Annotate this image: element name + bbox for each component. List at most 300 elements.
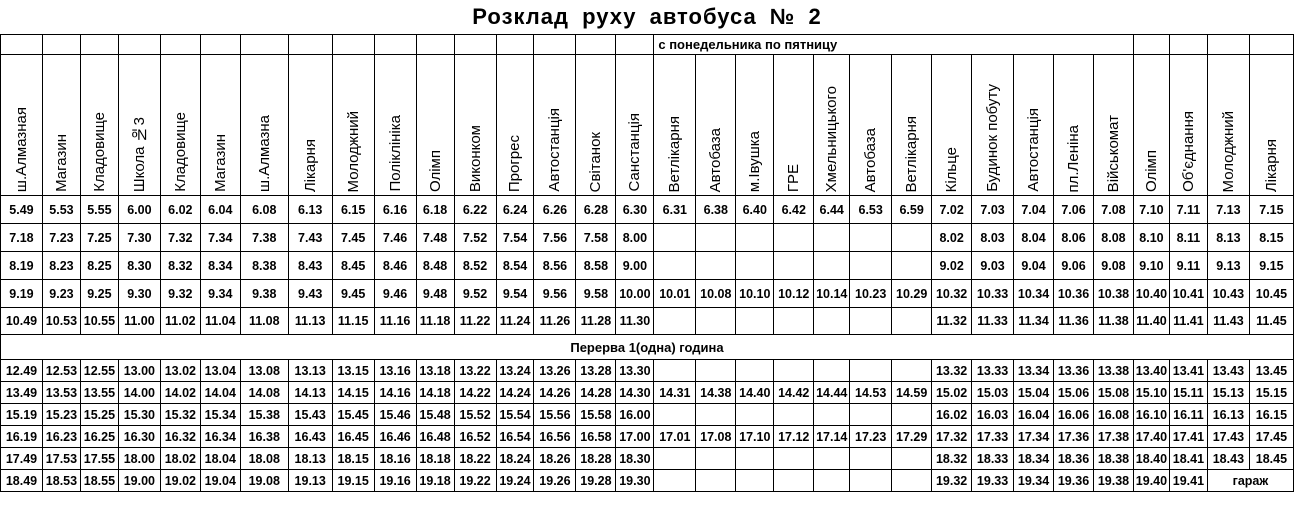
time-cell: 6.28 bbox=[576, 196, 616, 224]
time-cell: 19.22 bbox=[454, 470, 496, 492]
blank-cell bbox=[1, 35, 43, 55]
time-cell: 17.12 bbox=[774, 426, 814, 448]
trip-row bbox=[1, 426, 1294, 448]
stop-name: ш.Алмазная bbox=[12, 106, 30, 192]
time-cell: 18.53 bbox=[42, 470, 80, 492]
empty-cell bbox=[850, 404, 892, 426]
time-cell: 7.45 bbox=[332, 224, 374, 252]
time-cell: 11.32 bbox=[932, 308, 972, 335]
empty-cell bbox=[774, 404, 814, 426]
stop-header-cell bbox=[576, 55, 616, 196]
stop-name: пл.Леніна bbox=[1065, 124, 1082, 192]
time-cell: 18.00 bbox=[118, 448, 160, 470]
time-cell: 6.40 bbox=[736, 196, 774, 224]
time-cell: 17.33 bbox=[972, 426, 1014, 448]
time-cell: 7.13 bbox=[1207, 196, 1249, 224]
time-cell: 13.26 bbox=[534, 360, 576, 382]
stop-header-cell bbox=[616, 55, 654, 196]
time-cell: 11.04 bbox=[200, 308, 240, 335]
time-cell: 11.24 bbox=[496, 308, 534, 335]
time-cell: 13.34 bbox=[1014, 360, 1054, 382]
time-cell: 17.43 bbox=[1207, 426, 1249, 448]
time-cell: 15.43 bbox=[288, 404, 332, 426]
stop-name: Школа №3 bbox=[130, 116, 148, 192]
time-cell: 6.38 bbox=[696, 196, 736, 224]
time-cell: 17.55 bbox=[80, 448, 118, 470]
time-cell: 14.16 bbox=[374, 382, 416, 404]
time-cell: 14.28 bbox=[576, 382, 616, 404]
stop-name: Молоджний bbox=[344, 110, 362, 192]
blank-cell bbox=[1169, 35, 1207, 55]
time-cell: 7.52 bbox=[454, 224, 496, 252]
time-cell: 9.11 bbox=[1169, 252, 1207, 280]
time-cell: 19.13 bbox=[288, 470, 332, 492]
empty-cell bbox=[654, 308, 696, 335]
time-cell: 6.15 bbox=[332, 196, 374, 224]
empty-cell bbox=[736, 448, 774, 470]
time-cell: 15.10 bbox=[1133, 382, 1169, 404]
time-cell: 14.13 bbox=[288, 382, 332, 404]
time-cell: 10.43 bbox=[1207, 280, 1249, 308]
time-cell: 15.15 bbox=[1249, 382, 1293, 404]
time-cell: 8.00 bbox=[616, 224, 654, 252]
time-cell: 16.54 bbox=[496, 426, 534, 448]
stop-name: Хмельницького bbox=[823, 85, 841, 192]
stop-name: Кладовище bbox=[171, 112, 189, 192]
time-cell: 16.03 bbox=[972, 404, 1014, 426]
empty-cell bbox=[696, 308, 736, 335]
time-cell: 19.40 bbox=[1133, 470, 1169, 492]
time-cell: 15.11 bbox=[1169, 382, 1207, 404]
time-cell: 9.52 bbox=[454, 280, 496, 308]
time-cell: 15.45 bbox=[332, 404, 374, 426]
time-cell: 11.22 bbox=[454, 308, 496, 335]
time-cell: 8.15 bbox=[1249, 224, 1293, 252]
time-cell: 19.33 bbox=[972, 470, 1014, 492]
empty-cell bbox=[736, 360, 774, 382]
time-cell: 15.19 bbox=[1, 404, 43, 426]
empty-cell bbox=[814, 404, 850, 426]
empty-cell bbox=[696, 360, 736, 382]
stop-header-cell bbox=[736, 55, 774, 196]
time-cell: 16.46 bbox=[374, 426, 416, 448]
time-cell: 14.24 bbox=[496, 382, 534, 404]
time-cell: 9.32 bbox=[160, 280, 200, 308]
time-cell: 15.46 bbox=[374, 404, 416, 426]
stop-name: Молоджний bbox=[1219, 110, 1237, 192]
time-cell: 7.43 bbox=[288, 224, 332, 252]
stop-name: Магазин bbox=[52, 134, 70, 192]
time-cell: 11.33 bbox=[972, 308, 1014, 335]
time-cell: 7.06 bbox=[1054, 196, 1094, 224]
time-cell: 15.54 bbox=[496, 404, 534, 426]
time-cell: 13.08 bbox=[240, 360, 288, 382]
trip-row bbox=[1, 224, 1294, 252]
time-cell: 15.23 bbox=[42, 404, 80, 426]
time-cell: 8.45 bbox=[332, 252, 374, 280]
stop-header-cell bbox=[288, 55, 332, 196]
blank-cell bbox=[374, 35, 416, 55]
blank-cell bbox=[416, 35, 454, 55]
time-cell: 8.25 bbox=[80, 252, 118, 280]
time-cell: 9.04 bbox=[1014, 252, 1054, 280]
time-cell: 8.34 bbox=[200, 252, 240, 280]
time-cell: 11.16 bbox=[374, 308, 416, 335]
time-cell: 17.45 bbox=[1249, 426, 1293, 448]
time-cell: 8.19 bbox=[1, 252, 43, 280]
time-cell: 8.58 bbox=[576, 252, 616, 280]
blank-cell bbox=[80, 35, 118, 55]
time-cell: 17.00 bbox=[616, 426, 654, 448]
blank-cell bbox=[534, 35, 576, 55]
time-cell: 11.15 bbox=[332, 308, 374, 335]
empty-cell bbox=[892, 360, 932, 382]
time-cell: 18.33 bbox=[972, 448, 1014, 470]
stop-header-cell bbox=[374, 55, 416, 196]
time-cell: 6.08 bbox=[240, 196, 288, 224]
stop-header-cell bbox=[850, 55, 892, 196]
empty-cell bbox=[892, 404, 932, 426]
time-cell: 11.30 bbox=[616, 308, 654, 335]
time-cell: 18.13 bbox=[288, 448, 332, 470]
empty-cell bbox=[736, 308, 774, 335]
time-cell: 19.28 bbox=[576, 470, 616, 492]
trip-row bbox=[1, 252, 1294, 280]
days-row bbox=[1, 35, 1294, 55]
blank-cell bbox=[200, 35, 240, 55]
blank-cell bbox=[288, 35, 332, 55]
time-cell: 17.36 bbox=[1054, 426, 1094, 448]
time-cell: 7.11 bbox=[1169, 196, 1207, 224]
time-cell: 14.18 bbox=[416, 382, 454, 404]
time-cell: 9.54 bbox=[496, 280, 534, 308]
stop-header-cell bbox=[774, 55, 814, 196]
time-cell: 8.48 bbox=[416, 252, 454, 280]
time-cell: 16.38 bbox=[240, 426, 288, 448]
time-cell: 16.11 bbox=[1169, 404, 1207, 426]
time-cell: 18.28 bbox=[576, 448, 616, 470]
time-cell: 13.53 bbox=[42, 382, 80, 404]
time-cell: 16.48 bbox=[416, 426, 454, 448]
time-cell: 18.26 bbox=[534, 448, 576, 470]
trip-row bbox=[1, 448, 1294, 470]
time-cell: 15.58 bbox=[576, 404, 616, 426]
time-cell: 6.59 bbox=[892, 196, 932, 224]
blank-cell bbox=[1207, 35, 1249, 55]
time-cell: 6.16 bbox=[374, 196, 416, 224]
time-cell: 18.04 bbox=[200, 448, 240, 470]
time-cell: 14.15 bbox=[332, 382, 374, 404]
blank-cell bbox=[160, 35, 200, 55]
time-cell: 13.18 bbox=[416, 360, 454, 382]
blank-cell bbox=[576, 35, 616, 55]
empty-cell bbox=[654, 470, 696, 492]
time-cell: 19.16 bbox=[374, 470, 416, 492]
time-cell: 10.23 bbox=[850, 280, 892, 308]
time-cell: 13.28 bbox=[576, 360, 616, 382]
time-cell: 8.13 bbox=[1207, 224, 1249, 252]
empty-cell bbox=[696, 470, 736, 492]
schedule-table bbox=[0, 34, 1294, 492]
time-cell: 8.04 bbox=[1014, 224, 1054, 252]
time-cell: 9.19 bbox=[1, 280, 43, 308]
time-cell: 7.34 bbox=[200, 224, 240, 252]
time-cell: 7.46 bbox=[374, 224, 416, 252]
time-cell: 16.34 bbox=[200, 426, 240, 448]
stop-name: ГРЕ bbox=[785, 163, 803, 192]
time-cell: 18.40 bbox=[1133, 448, 1169, 470]
time-cell: 16.43 bbox=[288, 426, 332, 448]
time-cell: 13.55 bbox=[80, 382, 118, 404]
stop-name: Об'єднання bbox=[1179, 111, 1197, 192]
time-cell: 10.36 bbox=[1054, 280, 1094, 308]
time-cell: 15.38 bbox=[240, 404, 288, 426]
stop-name: Лікарня bbox=[301, 138, 319, 192]
time-cell: 17.08 bbox=[696, 426, 736, 448]
time-cell: 11.43 bbox=[1207, 308, 1249, 335]
time-cell: 15.03 bbox=[972, 382, 1014, 404]
time-cell: 10.34 bbox=[1014, 280, 1054, 308]
stop-header-cell bbox=[1249, 55, 1293, 196]
time-cell: 6.00 bbox=[118, 196, 160, 224]
time-cell: 9.46 bbox=[374, 280, 416, 308]
time-cell: 17.01 bbox=[654, 426, 696, 448]
days-label: с понедельника по пятницу bbox=[654, 35, 1134, 55]
time-cell: 8.11 bbox=[1169, 224, 1207, 252]
stop-header-cell bbox=[118, 55, 160, 196]
stop-header-cell bbox=[1093, 55, 1133, 196]
time-cell: 19.38 bbox=[1093, 470, 1133, 492]
stop-name: Будинок побуту bbox=[984, 84, 1002, 192]
time-cell: 14.31 bbox=[654, 382, 696, 404]
time-cell: 9.08 bbox=[1093, 252, 1133, 280]
time-cell: 18.36 bbox=[1054, 448, 1094, 470]
trip-row bbox=[1, 382, 1294, 404]
time-cell: 9.10 bbox=[1133, 252, 1169, 280]
empty-cell bbox=[850, 308, 892, 335]
empty-cell bbox=[892, 448, 932, 470]
time-cell: 11.08 bbox=[240, 308, 288, 335]
time-cell: 19.02 bbox=[160, 470, 200, 492]
time-cell: 16.30 bbox=[118, 426, 160, 448]
time-cell: 8.30 bbox=[118, 252, 160, 280]
stop-name: Світанок bbox=[587, 131, 605, 192]
time-cell: 19.32 bbox=[932, 470, 972, 492]
time-cell: 8.03 bbox=[972, 224, 1014, 252]
time-cell: 9.45 bbox=[332, 280, 374, 308]
time-cell: 13.04 bbox=[200, 360, 240, 382]
time-cell: 19.34 bbox=[1014, 470, 1054, 492]
time-cell: 11.36 bbox=[1054, 308, 1094, 335]
time-cell: 6.44 bbox=[814, 196, 850, 224]
stop-header-cell bbox=[972, 55, 1014, 196]
time-cell: 14.42 bbox=[774, 382, 814, 404]
time-cell: 17.41 bbox=[1169, 426, 1207, 448]
stop-header-cell bbox=[1133, 55, 1169, 196]
time-cell: 15.06 bbox=[1054, 382, 1094, 404]
empty-cell bbox=[736, 252, 774, 280]
empty-cell bbox=[736, 470, 774, 492]
time-cell: 7.23 bbox=[42, 224, 80, 252]
time-cell: 18.43 bbox=[1207, 448, 1249, 470]
stop-header-cell bbox=[80, 55, 118, 196]
time-cell: 9.25 bbox=[80, 280, 118, 308]
time-cell: 14.40 bbox=[736, 382, 774, 404]
stop-name: Ветлікарня bbox=[903, 115, 921, 192]
blank-cell bbox=[240, 35, 288, 55]
blank-cell bbox=[42, 35, 80, 55]
stop-header-cell bbox=[1054, 55, 1094, 196]
time-cell: 7.03 bbox=[972, 196, 1014, 224]
time-cell: 13.32 bbox=[932, 360, 972, 382]
time-cell: 7.30 bbox=[118, 224, 160, 252]
time-cell: 7.04 bbox=[1014, 196, 1054, 224]
stop-name: Лікарня bbox=[1262, 138, 1280, 192]
time-cell: 17.53 bbox=[42, 448, 80, 470]
time-cell: 19.18 bbox=[416, 470, 454, 492]
time-cell: 9.06 bbox=[1054, 252, 1094, 280]
stop-name: Автобаза bbox=[707, 127, 725, 192]
time-cell: 11.41 bbox=[1169, 308, 1207, 335]
break-row bbox=[1, 335, 1294, 360]
blank-cell bbox=[1133, 35, 1169, 55]
empty-cell bbox=[774, 470, 814, 492]
stop-header-cell bbox=[200, 55, 240, 196]
time-cell: 9.30 bbox=[118, 280, 160, 308]
time-cell: 13.40 bbox=[1133, 360, 1169, 382]
time-cell: 16.13 bbox=[1207, 404, 1249, 426]
trip-row bbox=[1, 470, 1294, 492]
time-cell: 6.24 bbox=[496, 196, 534, 224]
stop-header-cell bbox=[1014, 55, 1054, 196]
trip-row bbox=[1, 280, 1294, 308]
time-cell: 12.53 bbox=[42, 360, 80, 382]
stop-name: Ветлікарня bbox=[666, 115, 684, 192]
time-cell: 19.41 bbox=[1169, 470, 1207, 492]
time-cell: 8.02 bbox=[932, 224, 972, 252]
time-cell: 18.30 bbox=[616, 448, 654, 470]
empty-cell bbox=[814, 360, 850, 382]
time-cell: 16.00 bbox=[616, 404, 654, 426]
blank-cell bbox=[332, 35, 374, 55]
time-cell: 17.49 bbox=[1, 448, 43, 470]
time-cell: 16.15 bbox=[1249, 404, 1293, 426]
time-cell: 7.32 bbox=[160, 224, 200, 252]
empty-cell bbox=[892, 470, 932, 492]
time-cell: 10.33 bbox=[972, 280, 1014, 308]
empty-cell bbox=[696, 252, 736, 280]
time-cell: 9.15 bbox=[1249, 252, 1293, 280]
time-cell: 13.33 bbox=[972, 360, 1014, 382]
time-cell: 8.10 bbox=[1133, 224, 1169, 252]
time-cell: 18.38 bbox=[1093, 448, 1133, 470]
empty-cell bbox=[814, 252, 850, 280]
stop-header-cell bbox=[814, 55, 850, 196]
trip-row bbox=[1, 360, 1294, 382]
time-cell: 16.45 bbox=[332, 426, 374, 448]
time-cell: 16.56 bbox=[534, 426, 576, 448]
time-cell: 16.58 bbox=[576, 426, 616, 448]
stop-name: Автостанція bbox=[546, 108, 564, 192]
stop-header-cell bbox=[654, 55, 696, 196]
empty-cell bbox=[814, 470, 850, 492]
time-cell: 8.46 bbox=[374, 252, 416, 280]
stop-name: Поліклініка bbox=[386, 115, 404, 192]
time-cell: 13.22 bbox=[454, 360, 496, 382]
stop-header-cell bbox=[932, 55, 972, 196]
time-cell: 19.36 bbox=[1054, 470, 1094, 492]
time-cell: 14.38 bbox=[696, 382, 736, 404]
time-cell: 10.49 bbox=[1, 308, 43, 335]
time-cell: 7.10 bbox=[1133, 196, 1169, 224]
time-cell: 13.00 bbox=[118, 360, 160, 382]
empty-cell bbox=[774, 308, 814, 335]
time-cell: 7.54 bbox=[496, 224, 534, 252]
time-cell: 6.18 bbox=[416, 196, 454, 224]
time-cell: 13.38 bbox=[1093, 360, 1133, 382]
stop-header-cell bbox=[496, 55, 534, 196]
stop-name: Прогрес bbox=[506, 134, 524, 192]
time-cell: 10.41 bbox=[1169, 280, 1207, 308]
time-cell: 17.40 bbox=[1133, 426, 1169, 448]
time-cell: 16.08 bbox=[1093, 404, 1133, 426]
time-cell: 10.55 bbox=[80, 308, 118, 335]
time-cell: 19.30 bbox=[616, 470, 654, 492]
stop-header-cell bbox=[1207, 55, 1249, 196]
time-cell: 8.38 bbox=[240, 252, 288, 280]
time-cell: 15.34 bbox=[200, 404, 240, 426]
time-cell: 10.01 bbox=[654, 280, 696, 308]
stop-name: Магазин bbox=[211, 134, 229, 192]
time-cell: 7.38 bbox=[240, 224, 288, 252]
time-cell: 7.15 bbox=[1249, 196, 1293, 224]
time-cell: 10.00 bbox=[616, 280, 654, 308]
time-cell: 19.15 bbox=[332, 470, 374, 492]
blank-cell bbox=[496, 35, 534, 55]
time-cell: 11.02 bbox=[160, 308, 200, 335]
time-cell: 9.58 bbox=[576, 280, 616, 308]
time-cell: 6.02 bbox=[160, 196, 200, 224]
time-cell: 19.04 bbox=[200, 470, 240, 492]
time-cell: 10.29 bbox=[892, 280, 932, 308]
time-cell: 9.38 bbox=[240, 280, 288, 308]
time-cell: 17.29 bbox=[892, 426, 932, 448]
time-cell: 8.23 bbox=[42, 252, 80, 280]
time-cell: 6.04 bbox=[200, 196, 240, 224]
stop-name: Олімп bbox=[426, 149, 444, 192]
stop-header-cell bbox=[240, 55, 288, 196]
time-cell: 13.30 bbox=[616, 360, 654, 382]
time-cell: 10.53 bbox=[42, 308, 80, 335]
empty-cell bbox=[774, 252, 814, 280]
time-cell: 5.49 bbox=[1, 196, 43, 224]
time-cell: 6.13 bbox=[288, 196, 332, 224]
time-cell: 6.22 bbox=[454, 196, 496, 224]
time-cell: 9.03 bbox=[972, 252, 1014, 280]
time-cell: 17.32 bbox=[932, 426, 972, 448]
stop-header-cell bbox=[534, 55, 576, 196]
time-cell: 13.49 bbox=[1, 382, 43, 404]
stop-header-cell bbox=[42, 55, 80, 196]
time-cell: 18.24 bbox=[496, 448, 534, 470]
empty-cell bbox=[814, 448, 850, 470]
time-cell: 14.00 bbox=[118, 382, 160, 404]
empty-cell bbox=[892, 308, 932, 335]
stop-header-cell bbox=[416, 55, 454, 196]
time-cell: 16.06 bbox=[1054, 404, 1094, 426]
time-cell: 18.16 bbox=[374, 448, 416, 470]
time-cell: 15.48 bbox=[416, 404, 454, 426]
